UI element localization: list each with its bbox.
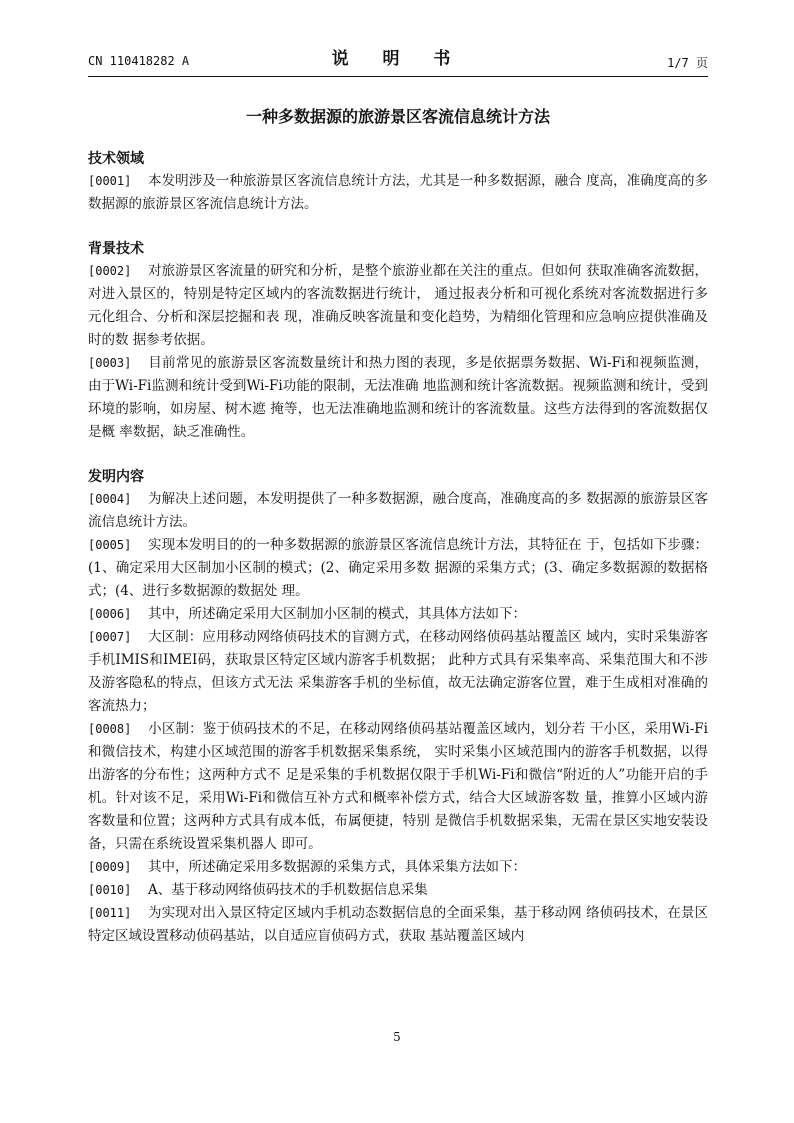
section-heading: 背景技术 — [88, 241, 144, 257]
paragraph-text: 目前常见的旅游景区客流数量统计和热力图的表现，多是依据票务数据、Wi-Fi和视频监测，由于Wi-Fi监测和统计受到Wi-Fi功能的限制，无法准确 地监测和统计客流数据。视频监测和统计，受到环境的影响，如房屋、树木遮 掩等，也无法准确地监测和统计的客流数量。这些方法得到的客流数据仅是概 率数据，缺乏准确性。 — [88, 355, 708, 440]
paragraph — [88, 170, 708, 216]
paragraph — [88, 856, 708, 879]
page-of: 1/7 页 — [667, 56, 708, 70]
paragraph — [88, 488, 708, 534]
paragraph-number: [0006] — [88, 607, 132, 621]
paragraph-number: [0003] — [88, 356, 132, 370]
paragraph-number: [0002] — [88, 264, 132, 278]
paragraph-text: 实现本发明目的的一种多数据源的旅游景区客流信息统计方法，其特征在 于，包括如下步骤：(1、确定采用大区制加小区制的模式；(2、确定采用多数 据源的采集方式；(3、确定多数据源的数据格式；(4、进行多数据源的数据处 理。 — [88, 537, 708, 599]
paragraph — [88, 626, 708, 718]
paragraph-number: [0010] — [88, 883, 132, 897]
header-rule — [88, 76, 708, 77]
paragraph-number: [0001] — [88, 174, 132, 188]
paragraph-number: [0008] — [88, 722, 132, 736]
document-title: 一种多数据源的旅游景区客流信息统计方法 — [245, 107, 550, 126]
paragraph-number: [0004] — [88, 492, 132, 506]
patent-number: CN 110418282 A — [88, 54, 190, 68]
paragraph — [88, 603, 708, 626]
paragraph-number: [0009] — [88, 860, 132, 874]
paragraph — [88, 902, 708, 948]
paragraph-number: [0007] — [88, 630, 132, 644]
paragraph — [88, 948, 708, 971]
paragraph — [88, 718, 708, 856]
paragraph-number: [0005] — [88, 538, 132, 552]
page-header — [88, 44, 708, 78]
paragraph-text: 大区制：应用移动网络侦码技术的盲测方式，在移动网络侦码基站覆盖区 域内，实时采集游客手机IMIS和IMEI码，获取景区特定区域内游客手机数据； 此种方式具有采集率高、采集范围大和不涉及游客隐私的特点，但该方式无法 采集游客手机的坐标值，故无法确定游客位置，难于生成相对准确的客流热力； — [88, 629, 708, 714]
paragraph-text: 对旅游景区客流量的研究和分析，是整个旅游业都在关注的重点。但如何 获取准确客流数据，对进入景区的，特别是特定区域内的客流数据进行统计， 通过报表分析和可视化系统对客流数据进行多元化组合、分析和深层挖掘和表 现，准确反映客流量和变化趋势，为精细化管理和应急响应提供准确及时的数 据参考依据。 — [88, 263, 708, 348]
section-heading: 发明内容 — [88, 469, 144, 485]
paragraph-number: [0011] — [88, 906, 132, 920]
paragraph-text: 其中，所述确定采用大区制加小区制的模式，其具体方法如下： — [148, 606, 526, 622]
document-type: 说 明 书 — [331, 49, 465, 69]
paragraph-text: 本发明涉及一种旅游景区客流信息统计方法，尤其是一种多数据源，融合 度高，准确度高的多数据源的旅游景区客流信息统计方法。 — [88, 173, 708, 212]
paragraph-text: 小区制：鉴于侦码技术的不足，在移动网络侦码基站覆盖区域内，划分若 干小区，采用Wi-Fi和微信技术，构建小区域范围的游客手机数据采集系统， 实时采集小区域范围内的游客手机数据，以得出游客的分布性；这两种方式不 足是采集的手机数据仅限于手机Wi-Fi和微信“附近的人”功能开启的手机。针对该不足，采用Wi-Fi和微信互补方式和概率补偿方式，结合大区域游客数 量，推算小区域内游客数量和位置；这两种方式具有成本低，布属便捷，特别 是微信手机数据采集，无需在景区实地安装设备，只需在系统设置采集机器人 即可。 — [88, 721, 708, 852]
paragraph-text: 为解决上述问题，本发明提供了一种多数据源，融合度高，准确度高的多 数据源的旅游景区客流信息统计方法。 — [88, 491, 708, 530]
paragraph — [88, 352, 708, 444]
paragraph — [88, 534, 708, 603]
paragraph-text: A、基于移动网络侦码技术的手机数据信息采集 — [148, 882, 428, 898]
paragraph — [88, 879, 708, 902]
paragraph-text: 为实现对出入景区特定区域内手机动态数据信息的全面采集，基于移动网 络侦码技术，在景区特定区域设置移动侦码基站，以自适应盲侦码方式，获取 基站覆盖区域内 — [88, 905, 708, 944]
paragraph — [88, 260, 708, 352]
document-body — [88, 148, 708, 971]
paragraph-text: 其中，所述确定采用多数据源的采集方式，具体采集方法如下： — [148, 859, 526, 875]
section-heading: 技术领域 — [88, 151, 144, 167]
page-number: 5 — [393, 1030, 401, 1044]
